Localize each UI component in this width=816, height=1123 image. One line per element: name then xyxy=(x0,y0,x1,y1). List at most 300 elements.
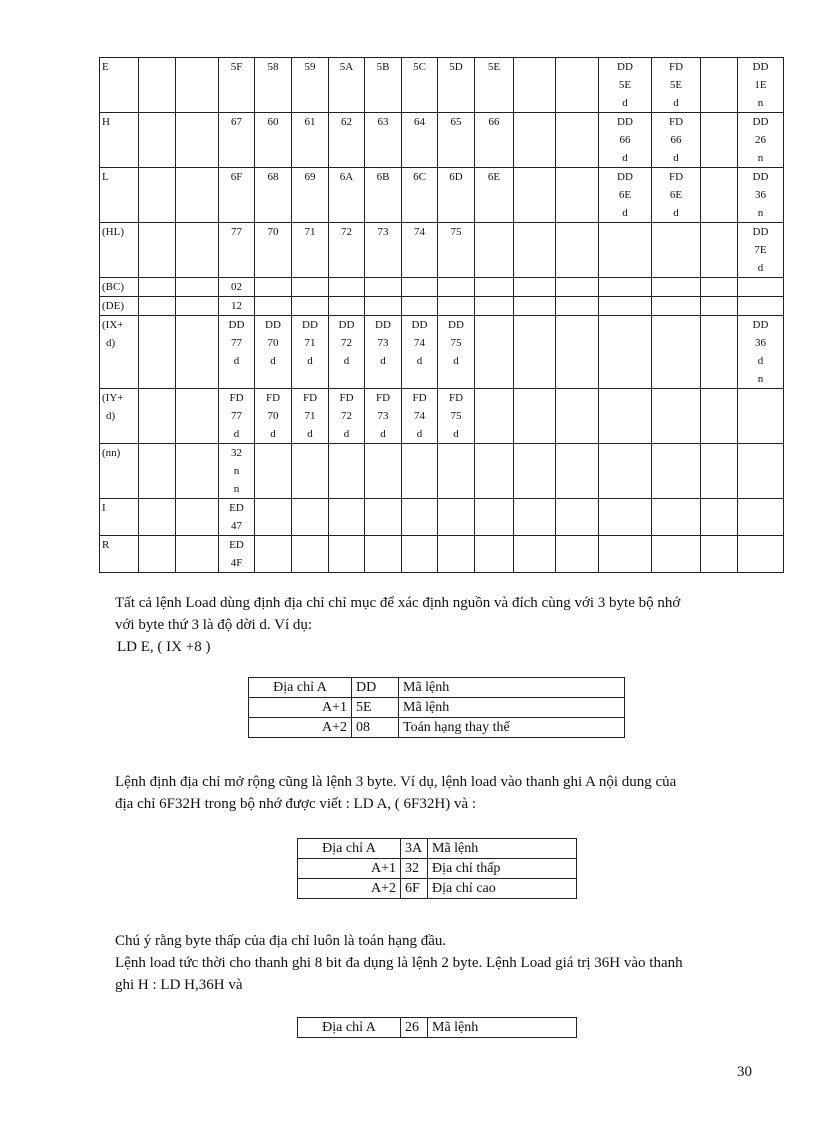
opcode-byte: d xyxy=(622,207,628,219)
opcode-row xyxy=(100,389,784,444)
opcode-cell xyxy=(365,168,402,223)
opcode-cell xyxy=(292,58,329,113)
opcode-cell xyxy=(701,168,738,223)
code-cell: 32 xyxy=(401,859,428,879)
opcode-cell xyxy=(514,223,556,278)
opcode-cell xyxy=(599,444,652,499)
opcode-cell xyxy=(556,297,599,316)
opcode-cell xyxy=(365,389,402,444)
table-row xyxy=(249,698,625,718)
opcode-byte: 71 xyxy=(304,226,316,238)
opcode-byte: 7E xyxy=(754,244,767,256)
opcode-byte: 5E xyxy=(669,79,683,91)
opcode-byte: 6E xyxy=(487,171,501,183)
opcode-cell xyxy=(652,536,701,573)
opcode-cell xyxy=(701,223,738,278)
opcode-cell xyxy=(329,58,365,113)
opcode-cell xyxy=(255,113,292,168)
opcode-byte: 62 xyxy=(341,116,352,128)
opcode-cell xyxy=(475,444,514,499)
opcode-byte: FD xyxy=(668,116,684,128)
row-label xyxy=(100,278,139,297)
opcode-byte: n xyxy=(233,483,240,495)
opcode-byte: 70 xyxy=(267,337,279,349)
opcode-byte: d xyxy=(343,428,350,440)
address-cell: A+2 xyxy=(249,718,352,738)
opcode-byte: 6E xyxy=(669,189,683,201)
description-cell: Địa chỉ cao xyxy=(428,879,577,899)
table-row xyxy=(298,879,577,899)
paragraph-indexed-load xyxy=(115,592,680,658)
opcode-byte: 6B xyxy=(376,171,390,183)
opcode-cell xyxy=(738,223,784,278)
code-cell: 08 xyxy=(352,718,399,738)
opcode-row xyxy=(100,168,784,223)
opcode-cell xyxy=(438,168,475,223)
opcode-row xyxy=(100,499,784,536)
opcode-cell xyxy=(365,278,402,297)
opcode-cell xyxy=(255,278,292,297)
opcode-cell xyxy=(139,297,176,316)
opcode-byte: 74 xyxy=(414,410,425,422)
opcode-cell xyxy=(139,499,176,536)
opcode-cell xyxy=(475,297,514,316)
opcode-cell xyxy=(438,113,475,168)
opcode-cell xyxy=(329,278,365,297)
opcode-byte: 75 xyxy=(450,410,462,422)
opcode-cell xyxy=(652,223,701,278)
address-cell: Địa chỉ A xyxy=(249,678,352,698)
opcode-byte: DD xyxy=(617,116,633,128)
opcode-cell xyxy=(475,223,514,278)
row-label-line: (IX+ xyxy=(102,319,124,331)
opcode-cell xyxy=(329,499,365,536)
opcode-byte: d xyxy=(416,428,423,440)
opcode-byte: d xyxy=(673,207,679,219)
opcode-byte: 75 xyxy=(450,337,462,349)
opcode-byte: 6C xyxy=(413,171,426,183)
opcode-cell xyxy=(738,316,784,389)
opcode-cell xyxy=(599,389,652,444)
opcode-byte: 1E xyxy=(754,79,767,91)
opcode-byte: DD xyxy=(752,171,769,183)
opcode-cell xyxy=(438,223,475,278)
opcode-byte: 73 xyxy=(377,337,389,349)
opcode-cell xyxy=(738,499,784,536)
opcode-cell xyxy=(292,223,329,278)
opcode-cell xyxy=(255,58,292,113)
address-cell: A+1 xyxy=(249,698,352,718)
example-table-extended xyxy=(297,838,577,899)
description-cell: Mã lệnh xyxy=(399,698,625,718)
opcode-cell xyxy=(652,499,701,536)
table-row xyxy=(298,859,577,879)
paragraph-line: địa chỉ 6F32H trong bộ nhớ được viết : LD A, ( 6F32H) và : xyxy=(115,796,477,812)
opcode-row xyxy=(100,278,784,297)
opcode-cell xyxy=(652,113,701,168)
opcode-byte: DD xyxy=(228,319,245,331)
opcode-cell xyxy=(738,113,784,168)
opcode-cell xyxy=(599,113,652,168)
opcode-byte: FD xyxy=(375,392,391,404)
opcode-cell xyxy=(556,168,599,223)
opcode-cell xyxy=(402,113,438,168)
opcode-byte: 61 xyxy=(304,116,316,128)
opcode-cell xyxy=(652,168,701,223)
opcode-byte: d xyxy=(270,355,276,367)
opcode-cell xyxy=(219,536,255,573)
opcode-cell xyxy=(738,297,784,316)
opcode-byte: DD xyxy=(752,319,769,331)
description-cell: Mã lệnh xyxy=(399,678,625,698)
opcode-cell xyxy=(599,499,652,536)
opcode-cell xyxy=(475,58,514,113)
opcode-cell xyxy=(514,278,556,297)
opcode-cell xyxy=(292,444,329,499)
opcode-cell xyxy=(556,223,599,278)
opcode-byte: ED xyxy=(229,502,244,514)
row-label-line: (nn) xyxy=(102,447,121,459)
opcode-byte: d xyxy=(622,152,628,164)
opcode-cell xyxy=(738,278,784,297)
opcode-cell xyxy=(219,168,255,223)
opcode-byte: DD xyxy=(375,319,391,331)
opcode-cell xyxy=(176,536,219,573)
opcode-byte: d xyxy=(380,428,386,440)
opcode-byte: 65 xyxy=(450,116,462,128)
opcode-cell xyxy=(255,297,292,316)
opcode-cell xyxy=(329,536,365,573)
paragraph-line: với byte thứ 3 là độ dời d. Ví dụ: xyxy=(115,617,313,633)
opcode-cell xyxy=(139,278,176,297)
row-label xyxy=(100,444,139,499)
opcode-cell xyxy=(599,297,652,316)
opcode-byte: FD xyxy=(265,392,281,404)
row-label-line: (IY+ xyxy=(102,392,124,404)
opcode-cell xyxy=(701,536,738,573)
opcode-cell xyxy=(139,113,176,168)
opcode-cell xyxy=(176,297,219,316)
opcode-byte: n xyxy=(233,465,240,477)
opcode-cell xyxy=(402,389,438,444)
opcode-cell xyxy=(475,316,514,389)
opcode-byte: d xyxy=(307,355,313,367)
opcode-byte: 6E xyxy=(618,189,632,201)
opcode-byte: DD xyxy=(617,171,633,183)
opcode-byte: FD xyxy=(229,392,244,404)
opcode-byte: 02 xyxy=(231,281,242,293)
opcode-cell xyxy=(514,499,556,536)
opcode-byte: d xyxy=(453,428,459,440)
opcode-byte: 72 xyxy=(341,337,352,349)
opcode-byte: FD xyxy=(412,392,427,404)
row-label-line: I xyxy=(102,502,106,514)
opcode-byte: n xyxy=(757,207,764,219)
row-label xyxy=(100,499,139,536)
opcode-cell xyxy=(652,389,701,444)
opcode-cell xyxy=(475,168,514,223)
opcode-cell xyxy=(329,168,365,223)
opcode-byte: 12 xyxy=(231,300,242,312)
opcode-byte: FD xyxy=(448,392,464,404)
opcode-cell xyxy=(402,168,438,223)
opcode-byte: 70 xyxy=(267,410,279,422)
opcode-byte: FD xyxy=(339,392,354,404)
opcode-cell xyxy=(652,444,701,499)
opcode-cell xyxy=(475,278,514,297)
row-label xyxy=(100,168,139,223)
opcode-cell xyxy=(514,58,556,113)
opcode-byte: d xyxy=(757,355,764,367)
opcode-cell xyxy=(292,316,329,389)
opcode-cell xyxy=(176,113,219,168)
opcode-byte: 77 xyxy=(231,410,242,422)
opcode-byte: 77 xyxy=(231,337,242,349)
opcode-cell xyxy=(514,316,556,389)
opcode-cell xyxy=(438,297,475,316)
opcode-cell xyxy=(292,499,329,536)
opcode-cell xyxy=(738,168,784,223)
opcode-byte: d xyxy=(673,152,679,164)
address-cell: A+2 xyxy=(298,879,401,899)
opcode-cell xyxy=(176,168,219,223)
opcode-byte: 60 xyxy=(267,116,279,128)
opcode-byte: DD xyxy=(265,319,281,331)
address-cell: Địa chỉ A xyxy=(298,1018,401,1038)
code-cell: 6F xyxy=(401,879,428,899)
opcode-byte: FD xyxy=(302,392,318,404)
row-label-line: (BC) xyxy=(102,281,124,293)
opcode-cell xyxy=(402,58,438,113)
opcode-cell xyxy=(438,536,475,573)
code-cell: 5E xyxy=(352,698,399,718)
opcode-byte: 5D xyxy=(449,61,463,73)
opcode-byte: d xyxy=(453,355,459,367)
table-row xyxy=(298,1018,577,1038)
example-instruction: LD E, ( IX +8 ) xyxy=(117,639,211,655)
opcode-row xyxy=(100,58,784,113)
opcode-cell xyxy=(514,168,556,223)
row-label xyxy=(100,58,139,113)
opcode-byte: 5E xyxy=(487,61,501,73)
paragraph-line: Lệnh định địa chỉ mở rộng cũng là lệnh 3 byte. Ví dụ, lệnh load vào thanh ghi A nội dung của xyxy=(115,774,677,790)
opcode-cell xyxy=(738,444,784,499)
row-label xyxy=(100,223,139,278)
opcode-cell xyxy=(219,278,255,297)
opcode-cell xyxy=(219,499,255,536)
example-table-immediate xyxy=(297,1017,577,1038)
opcode-cell xyxy=(176,499,219,536)
opcode-byte: 73 xyxy=(377,226,389,238)
opcode-cell xyxy=(255,536,292,573)
opcode-cell xyxy=(365,113,402,168)
opcode-cell xyxy=(402,316,438,389)
opcode-byte: d xyxy=(307,428,313,440)
row-label-line: d) xyxy=(106,410,116,422)
opcode-byte: d xyxy=(380,355,386,367)
opcode-cell xyxy=(556,389,599,444)
opcode-byte: 63 xyxy=(377,116,389,128)
row-label xyxy=(100,316,139,389)
opcode-cell xyxy=(139,444,176,499)
opcode-byte: d xyxy=(270,428,276,440)
opcode-cell xyxy=(255,223,292,278)
opcode-byte: 74 xyxy=(414,226,425,238)
opcode-byte: DD xyxy=(338,319,355,331)
page-number: 30 xyxy=(737,1064,752,1080)
opcode-byte: 77 xyxy=(231,226,242,238)
opcode-byte: d xyxy=(757,262,764,274)
opcode-byte: 72 xyxy=(341,226,352,238)
opcode-cell xyxy=(701,113,738,168)
code-cell: 3A xyxy=(401,839,428,859)
paragraph-immediate-load xyxy=(115,930,683,996)
opcode-cell xyxy=(556,499,599,536)
opcode-cell xyxy=(475,499,514,536)
opcode-cell xyxy=(139,536,176,573)
opcode-cell xyxy=(292,113,329,168)
opcode-cell xyxy=(402,278,438,297)
opcode-cell xyxy=(219,389,255,444)
row-label xyxy=(100,113,139,168)
opcode-row xyxy=(100,444,784,499)
opcode-cell xyxy=(255,499,292,536)
opcode-row xyxy=(100,536,784,573)
opcode-cell xyxy=(329,389,365,444)
opcode-cell xyxy=(329,316,365,389)
opcode-cell xyxy=(514,113,556,168)
paragraph-line: Lệnh load tức thời cho thanh ghi 8 bit đa dụng là lệnh 2 byte. Lệnh Load giá trị 36H vào thanh xyxy=(115,955,683,971)
opcode-byte: FD xyxy=(668,61,684,73)
opcode-cell xyxy=(438,278,475,297)
table-row xyxy=(298,839,577,859)
opcode-cell xyxy=(738,536,784,573)
row-label-line: R xyxy=(102,539,110,551)
description-cell: Mã lệnh xyxy=(428,1018,577,1038)
opcode-byte: 5A xyxy=(339,61,354,73)
opcode-cell xyxy=(219,113,255,168)
opcode-cell xyxy=(292,536,329,573)
opcode-byte: DD xyxy=(752,61,769,73)
opcode-cell xyxy=(599,168,652,223)
opcode-cell xyxy=(365,297,402,316)
opcode-cell xyxy=(176,278,219,297)
opcode-cell xyxy=(652,278,701,297)
opcode-byte: 6F xyxy=(230,171,243,183)
opcode-byte: 74 xyxy=(414,337,425,349)
opcode-cell xyxy=(176,444,219,499)
opcode-cell xyxy=(219,223,255,278)
opcode-cell xyxy=(292,297,329,316)
opcode-cell xyxy=(599,316,652,389)
paragraph-line: Chú ý rằng byte thấp của địa chỉ luôn là toán hạng đầu. xyxy=(115,933,447,949)
opcode-cell xyxy=(475,113,514,168)
opcode-cell xyxy=(556,316,599,389)
opcode-cell xyxy=(402,297,438,316)
opcode-byte: 58 xyxy=(267,61,279,73)
opcode-cell xyxy=(599,536,652,573)
opcode-cell xyxy=(652,58,701,113)
opcode-cell xyxy=(219,297,255,316)
opcode-cell xyxy=(329,297,365,316)
row-label-line: (HL) xyxy=(102,226,124,238)
opcode-cell xyxy=(556,278,599,297)
opcode-byte: DD xyxy=(302,319,318,331)
opcode-cell xyxy=(329,113,365,168)
opcode-byte: 36 xyxy=(755,337,766,349)
opcode-cell xyxy=(556,536,599,573)
paragraph-extended-addressing xyxy=(115,771,676,815)
opcode-cell xyxy=(365,536,402,573)
opcode-cell xyxy=(475,536,514,573)
opcode-byte: 5F xyxy=(230,61,243,73)
opcode-byte: 75 xyxy=(450,226,462,238)
opcode-byte: DD xyxy=(448,319,464,331)
opcode-byte: 36 xyxy=(755,189,766,201)
address-cell: Địa chỉ A xyxy=(298,839,401,859)
opcode-byte: 71 xyxy=(304,337,316,349)
opcode-byte: 70 xyxy=(267,226,279,238)
row-label-line: d) xyxy=(106,337,116,349)
opcode-byte: FD xyxy=(668,171,684,183)
opcode-cell xyxy=(176,58,219,113)
opcode-cell xyxy=(402,499,438,536)
opcode-table xyxy=(99,57,784,573)
opcode-row xyxy=(100,113,784,168)
opcode-cell xyxy=(438,444,475,499)
opcode-byte: 64 xyxy=(414,116,425,128)
opcode-cell xyxy=(438,316,475,389)
opcode-cell xyxy=(652,316,701,389)
opcode-cell xyxy=(402,223,438,278)
address-cell: A+1 xyxy=(298,859,401,879)
opcode-cell xyxy=(438,499,475,536)
row-label xyxy=(100,297,139,316)
opcode-cell xyxy=(599,58,652,113)
opcode-cell xyxy=(475,389,514,444)
opcode-byte: 71 xyxy=(304,410,316,422)
opcode-row xyxy=(100,297,784,316)
opcode-byte: 66 xyxy=(619,134,631,146)
opcode-cell xyxy=(219,58,255,113)
opcode-cell xyxy=(599,278,652,297)
opcode-cell xyxy=(652,297,701,316)
opcode-byte: 5C xyxy=(413,61,426,73)
opcode-byte: n xyxy=(757,97,764,109)
opcode-cell xyxy=(701,297,738,316)
opcode-cell xyxy=(514,536,556,573)
opcode-cell xyxy=(556,113,599,168)
opcode-byte: d xyxy=(416,355,423,367)
opcode-byte: d xyxy=(233,355,240,367)
opcode-cell xyxy=(738,389,784,444)
opcode-byte: d xyxy=(673,97,679,109)
row-label-line: (DE) xyxy=(102,300,124,312)
opcode-byte: n xyxy=(757,152,764,164)
opcode-row xyxy=(100,223,784,278)
table-row xyxy=(249,718,625,738)
opcode-byte: DD xyxy=(617,61,633,73)
opcode-byte: DD xyxy=(752,226,769,238)
opcode-cell xyxy=(176,389,219,444)
opcode-cell xyxy=(292,168,329,223)
code-cell: 26 xyxy=(401,1018,428,1038)
opcode-cell xyxy=(556,58,599,113)
opcode-cell xyxy=(402,536,438,573)
opcode-byte: 59 xyxy=(304,61,316,73)
row-label xyxy=(100,389,139,444)
paragraph-line: Tất cả lệnh Load dùng định địa chỉ chỉ mục để xác định nguồn và đích cùng với 3 byte bộ nhớ xyxy=(115,595,681,611)
